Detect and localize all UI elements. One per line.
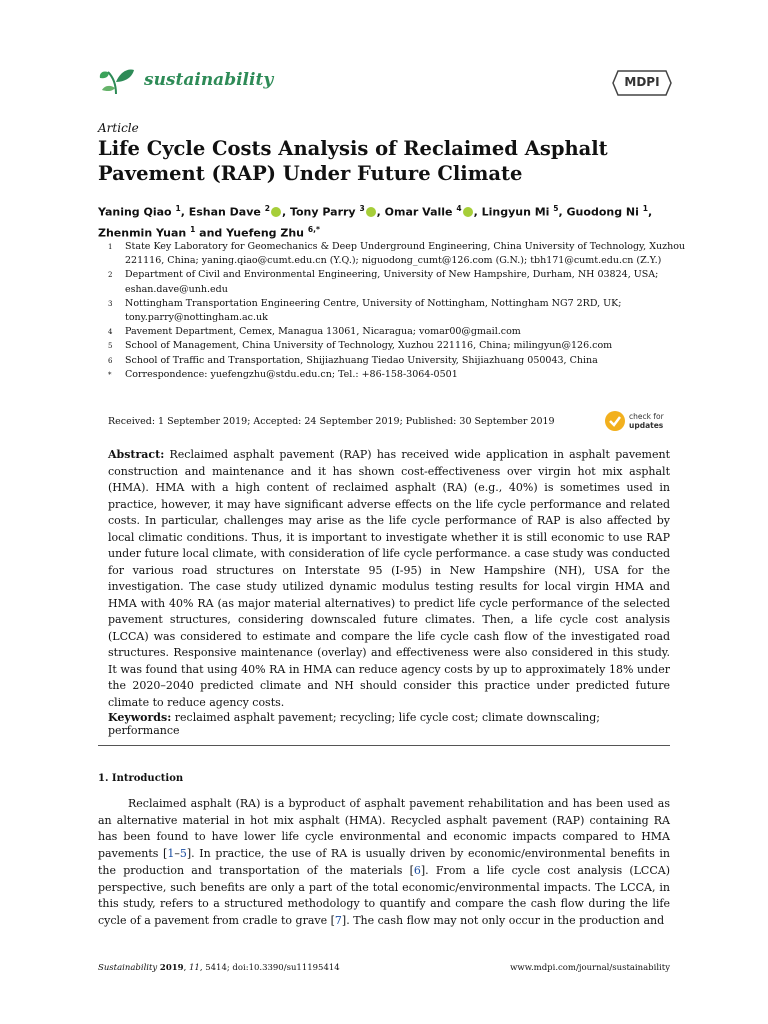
authors-and: and bbox=[199, 226, 223, 240]
author-name: Eshan Dave bbox=[188, 205, 261, 219]
author-aff: 2 bbox=[264, 204, 270, 213]
author-aff: 3 bbox=[359, 204, 365, 213]
publisher-logo bbox=[612, 70, 672, 100]
author-aff: 4 bbox=[456, 204, 462, 213]
author-list: Yaning Qiao $^1$, Eshan Dave $^2$ , Tony Parry $^3$ , Omar Valle $^4$ , Lingyun Mi $^5$, Guodong Ni $^1$, Zhenmin Yuan $^1$ and Yuefeng Zhu $^{6,*}$ bbox=[98, 204, 653, 240]
intro-text: ]. In practice, the use of RA is usually driven by economic/environmental benefits in the production and transportation of the materials [ bbox=[98, 847, 671, 877]
citation-link[interactable]: 5 bbox=[179, 847, 187, 861]
leaf-icon bbox=[98, 64, 136, 96]
author-name: Tony Parry bbox=[289, 205, 356, 219]
affiliation-number: 1 bbox=[108, 243, 113, 251]
citation-link[interactable]: 6 bbox=[413, 863, 421, 877]
affiliation-item bbox=[98, 268, 688, 296]
author-name: Guodong Ni bbox=[566, 205, 639, 219]
author-name: Yuefeng Zhu bbox=[226, 226, 305, 240]
affiliations bbox=[98, 240, 688, 382]
affiliation-text: State Key Laboratory for Geomechanics & Deep Underground Engineering, China University of Technology, Xuzhou 221116, China; yaning.qiao@cumt.edu.cn (Y.Q.); niguodong_cumt@126.com (G.N.); tbh171@cumt.edu.cn (Z.Y.) bbox=[125, 241, 686, 267]
updates-text bbox=[629, 412, 664, 430]
citation-dash: – bbox=[174, 847, 180, 861]
abstract-label: Abstract: bbox=[108, 448, 165, 461]
affiliation-text: School of Traffic and Transportation, Shijiazhuang Tiedao University, Shijiazhuang 050043, China bbox=[125, 354, 598, 366]
affiliation-number: 4 bbox=[108, 328, 113, 337]
author-aff: 5 bbox=[553, 204, 559, 213]
footer-volume: 11 bbox=[189, 963, 200, 973]
publication-dates: Received: 1 September 2019; Accepted: 24 September 2019; Published: 30 September 2019 bbox=[108, 416, 555, 427]
updates-line2: updates bbox=[629, 421, 664, 430]
updates-line1: check for bbox=[629, 412, 664, 421]
affiliation-number: 3 bbox=[108, 299, 113, 308]
section-divider bbox=[98, 745, 670, 746]
affiliation-text: Correspondence: yuefengzhu@stdu.edu.cn; Tel.: +86-158-3064-0501 bbox=[125, 368, 458, 380]
affiliation-item bbox=[98, 240, 688, 268]
footer-doi: , 5414; doi:10.3390/su11195414 bbox=[199, 963, 340, 973]
keywords-label: Keywords: bbox=[108, 711, 172, 724]
author-name: Omar Valle bbox=[384, 205, 453, 219]
affiliation-item bbox=[98, 368, 688, 382]
footer-citation: Sustainability 2019, 11, 5414; doi:10.3390/su11195414 bbox=[98, 963, 340, 973]
footer-year: 2019 bbox=[159, 963, 184, 973]
affiliation-item bbox=[98, 339, 688, 353]
orcid-icon[interactable] bbox=[271, 207, 281, 217]
publisher-name: MDPI bbox=[624, 75, 660, 89]
intro-text: ]. The cash flow may not only occur in the production and bbox=[341, 913, 665, 927]
orcid-icon[interactable] bbox=[463, 207, 473, 217]
affiliation-item bbox=[98, 354, 688, 368]
author-name: Lingyun Mi bbox=[481, 205, 550, 219]
section-heading: 1. Introduction bbox=[98, 773, 184, 784]
check-for-updates-button[interactable] bbox=[604, 410, 664, 432]
affiliation-text: Pavement Department, Cemex, Managua 13061, Nicaragua; vomar00@gmail.com bbox=[125, 326, 521, 338]
affiliation-number: 2 bbox=[108, 271, 113, 280]
author-name: Zhenmin Yuan bbox=[98, 226, 187, 240]
footer-journal: Sustainability bbox=[98, 963, 158, 973]
affiliation-text: School of Management, China University of Technology, Xuzhou 221116, China; milingyun@126.com bbox=[125, 340, 613, 352]
abstract-text: Reclaimed asphalt pavement (RAP) has received wide application in asphalt pavement construction and maintenance and it has shown cost-effectiveness over virgin hot mix asphalt (HMA). HMA with a high content of reclaimed asphalt (RA) (e.g., 40%) is sometimes used in practice, however, it may have significant adverse effects on the life cycle performance and related costs. In particular, challenges may arise as the life cycle performance of RAP is also affected by local climatic conditions. Thus, it is important to investigate whether it is still economic to use RAP under future local climate, with consideration of life cycle performance. a case study was conducted for various road structures on Interstate 95 (I-95) in New Hampshire (NH), USA for the investigation. The case study utilized dynamic modulus testing results for local virgin HMA and HMA with 40% RA (as major material alternatives) to predict life cycle performance of the selected pavement structures, considering downscaled future climates. Then, a life cycle cost analysis (LCCA) was considered to estimate and compare the life cycle cash flow of the investigated road structures. Responsive maintenance (overlay) and effectiveness were also considered in this study. It was found that using 40% RA in HMA can reduce agency costs by up to approximately 18% under the 2020–2040 predicted climate and NH should consider this practice under predicted future climate to reduce agency costs. bbox=[108, 448, 670, 709]
author-aff: 6,* bbox=[307, 224, 320, 234]
affiliation-number: 6 bbox=[108, 356, 113, 365]
keywords-text: reclaimed asphalt pavement; recycling; life cycle cost; climate downscaling; performance bbox=[108, 711, 600, 737]
intro-text: ]. From a life cycle cost analysis (LCCA) perspective, such benefits are only a part of the total economic/environmental impacts. The LCCA, in this study, refers to a structured methodology to quantify and compare the cash flow during the life cycle of a pavement from cradle to grave [ bbox=[98, 863, 670, 927]
affiliation-text: Department of Civil and Environmental Engineering, University of New Hampshire, Durham, NH 03824, USA; eshan.dave@unh.edu bbox=[125, 269, 659, 295]
check-updates-icon bbox=[604, 410, 626, 432]
abstract bbox=[108, 447, 670, 711]
intro-text: Reclaimed asphalt (RA) is a byproduct of asphalt pavement rehabilitation and has been used as an alternative material in hot mix asphalt (HMA). Recycled asphalt pavement (RAP) containing RA has been found to have lower life cycle environmental and economic impacts compared to HMA pavements [ bbox=[98, 797, 670, 861]
affiliation-item bbox=[98, 325, 688, 339]
intro-paragraph bbox=[98, 796, 670, 930]
article-type: Article bbox=[98, 121, 139, 135]
author-aff: 1 bbox=[190, 224, 196, 234]
keywords bbox=[108, 711, 670, 737]
citation-link[interactable]: 7 bbox=[334, 913, 342, 927]
affiliation-item bbox=[98, 297, 688, 325]
affiliation-text: Nottingham Transportation Engineering Centre, University of Nottingham, Nottingham NG7 2RD, UK; tony.parry@nottingham.ac.uk bbox=[125, 297, 622, 324]
paper-title: Life Cycle Costs Analysis of Reclaimed Asphalt Pavement (RAP) Under Future Climate bbox=[98, 137, 608, 185]
affiliation-number: 5 bbox=[108, 342, 113, 351]
journal-name: sustainability bbox=[144, 70, 274, 90]
journal-logo bbox=[98, 62, 273, 98]
orcid-icon[interactable] bbox=[366, 207, 376, 217]
author-aff: 1 bbox=[642, 204, 648, 213]
affiliation-number: * bbox=[108, 370, 112, 379]
author-name: Yaning Qiao bbox=[98, 205, 172, 219]
footer-url[interactable]: www.mdpi.com/journal/sustainability bbox=[510, 963, 670, 973]
citation-link[interactable]: 1 bbox=[167, 847, 175, 861]
author-aff: 1 bbox=[175, 204, 181, 213]
